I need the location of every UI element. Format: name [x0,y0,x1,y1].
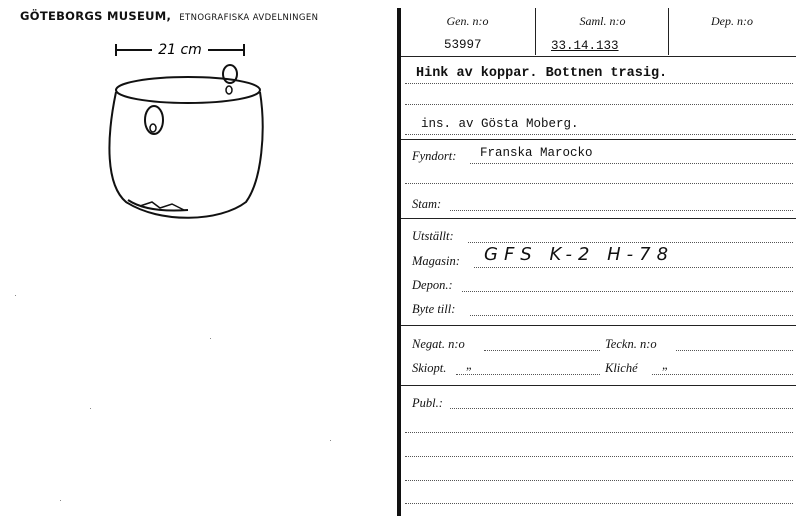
kliche-label: Kliché [605,361,638,375]
museum-name: GÖTEBORGS MUSEUM, [20,9,172,23]
description-line-1: Hink av koppar. Bottnen trasig. [416,66,668,81]
fyndort-value: Franska Marocko [480,146,593,160]
negat-label: Negat. n:o [412,337,465,351]
dep-label: Dep. n:o [711,14,753,28]
section-rule [401,385,796,386]
magasin-label: Magasin: [412,254,460,268]
section-rule [401,325,796,326]
skiopt-label: Skiopt. [412,361,447,375]
depon-label: Depon.: [412,278,453,292]
saml-value: 33.14.133 [551,39,619,53]
teckn-label: Teckn. n:o [605,337,657,351]
header-rule [401,56,796,57]
skiopt-ditto: „ [466,358,473,372]
column-separator [535,8,536,55]
utstallt-label: Utställt: [412,229,454,243]
magasin-value: GFS K-2 H-78 [484,244,675,265]
description-line-2: ins. av Gösta Moberg. [421,117,579,131]
card-header [20,7,318,25]
card-divider [397,8,401,516]
byte-label: Byte till: [412,302,456,316]
publ-label: Publ.: [412,396,443,410]
gen-label: Gen. n:o [446,14,489,28]
stam-label: Stam: [412,197,442,211]
kliche-ditto: „ [662,358,669,372]
bucket-sketch [100,30,280,230]
section-rule [401,139,796,140]
section-rule [401,218,796,219]
gen-value: 53997 [444,38,482,52]
dimension-label: 21 cm [158,42,202,58]
fyndort-label: Fyndort: [412,149,457,163]
column-separator [668,8,669,55]
saml-label: Saml. n:o [579,14,626,28]
department-name: ETNOGRAFISKA AVDELNINGEN [179,13,319,23]
